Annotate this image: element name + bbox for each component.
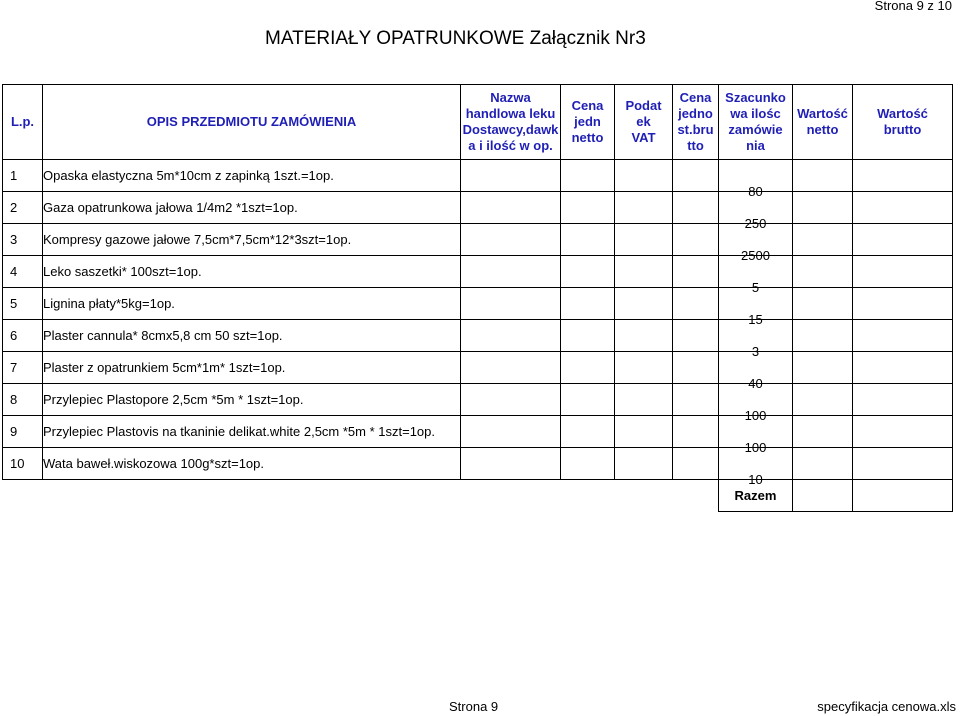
row-trade-name bbox=[461, 320, 561, 352]
table-row bbox=[3, 448, 953, 480]
row-vat bbox=[615, 160, 673, 192]
total-value-net bbox=[793, 480, 853, 512]
row-value-gross bbox=[853, 224, 953, 256]
row-qty: 250 bbox=[719, 192, 793, 224]
row-qty: 80 bbox=[719, 160, 793, 192]
row-description: Gaza opatrunkowa jałowa 1/4m2 *1szt=1op. bbox=[43, 192, 461, 224]
row-trade-name bbox=[461, 256, 561, 288]
row-description: Wata baweł.wiskozowa 100g*szt=1op. bbox=[43, 448, 461, 480]
row-unit-price-net bbox=[561, 416, 615, 448]
table-row bbox=[3, 192, 953, 224]
row-value-gross bbox=[853, 160, 953, 192]
row-value-net bbox=[793, 416, 853, 448]
row-unit-price-gross bbox=[673, 224, 719, 256]
row-value-gross bbox=[853, 288, 953, 320]
total-spacer bbox=[673, 480, 719, 512]
row-unit-price-gross bbox=[673, 448, 719, 480]
row-lp: 2 bbox=[3, 192, 43, 224]
row-description: Przylepiec Plastopore 2,5cm *5m * 1szt=1op. bbox=[43, 384, 461, 416]
col-header-unit-price-net: Cena jedn netto bbox=[561, 85, 615, 160]
row-unit-price-net bbox=[561, 288, 615, 320]
row-value-net bbox=[793, 288, 853, 320]
row-description: Przylepiec Plastovis na tkaninie delikat.white 2,5cm *5m * 1szt=1op. bbox=[43, 416, 461, 448]
row-trade-name bbox=[461, 288, 561, 320]
row-unit-price-gross bbox=[673, 192, 719, 224]
col-header-unit-price-gross: Cena jedno st.bru tto bbox=[673, 85, 719, 160]
row-value-net bbox=[793, 256, 853, 288]
row-value-gross bbox=[853, 192, 953, 224]
row-lp: 9 bbox=[3, 416, 43, 448]
row-unit-price-gross bbox=[673, 256, 719, 288]
row-vat bbox=[615, 352, 673, 384]
row-unit-price-gross bbox=[673, 352, 719, 384]
row-unit-price-gross bbox=[673, 160, 719, 192]
col-header-vat: Podat ek VAT bbox=[615, 85, 673, 160]
row-trade-name bbox=[461, 416, 561, 448]
row-value-net bbox=[793, 384, 853, 416]
row-lp: 3 bbox=[3, 224, 43, 256]
row-vat bbox=[615, 416, 673, 448]
total-label: Razem bbox=[719, 480, 793, 512]
row-value-net bbox=[793, 352, 853, 384]
row-qty: 100 bbox=[719, 384, 793, 416]
row-unit-price-net bbox=[561, 160, 615, 192]
row-vat bbox=[615, 288, 673, 320]
row-trade-name bbox=[461, 192, 561, 224]
row-lp: 10 bbox=[3, 448, 43, 480]
row-unit-price-net bbox=[561, 192, 615, 224]
table-row bbox=[3, 160, 953, 192]
row-unit-price-gross bbox=[673, 416, 719, 448]
row-lp: 8 bbox=[3, 384, 43, 416]
row-lp: 4 bbox=[3, 256, 43, 288]
table-row bbox=[3, 224, 953, 256]
row-unit-price-net bbox=[561, 352, 615, 384]
col-header-value-gross: Wartość brutto bbox=[853, 85, 953, 160]
row-unit-price-net bbox=[561, 256, 615, 288]
row-trade-name bbox=[461, 384, 561, 416]
table-row bbox=[3, 256, 953, 288]
row-unit-price-gross bbox=[673, 288, 719, 320]
row-description: Kompresy gazowe jałowe 7,5cm*7,5cm*12*3szt=1op. bbox=[43, 224, 461, 256]
header-row bbox=[3, 85, 953, 160]
footer-page: Strona 9 bbox=[449, 699, 499, 714]
row-description: Plaster z opatrunkiem 5cm*1m* 1szt=1op. bbox=[43, 352, 461, 384]
row-trade-name bbox=[461, 160, 561, 192]
row-value-net bbox=[793, 224, 853, 256]
row-qty: 40 bbox=[719, 352, 793, 384]
table-row bbox=[3, 320, 953, 352]
row-unit-price-gross bbox=[673, 384, 719, 416]
row-value-gross bbox=[853, 448, 953, 480]
document-title: MATERIAŁY OPATRUNKOWE Załącznik Nr3 bbox=[265, 28, 646, 49]
row-value-net bbox=[793, 320, 853, 352]
row-description: Leko saszetki* 100szt=1op. bbox=[43, 256, 461, 288]
row-value-gross bbox=[853, 256, 953, 288]
row-value-net bbox=[793, 448, 853, 480]
total-value-gross bbox=[853, 480, 953, 512]
row-value-net bbox=[793, 160, 853, 192]
row-lp: 7 bbox=[3, 352, 43, 384]
col-header-estimated-qty: Szacunko wa ilośc zamówie nia bbox=[719, 85, 793, 160]
table-row bbox=[3, 384, 953, 416]
row-unit-price-gross bbox=[673, 320, 719, 352]
row-trade-name bbox=[461, 224, 561, 256]
row-value-gross bbox=[853, 416, 953, 448]
col-header-lp: L.p. bbox=[3, 85, 43, 160]
col-header-trade-name: Nazwa handlowa leku Dostawcy,dawk a i ilość w op. bbox=[461, 85, 561, 160]
total-row bbox=[3, 480, 953, 512]
footer-file: specyfikacja cenowa.xls bbox=[817, 699, 956, 714]
row-unit-price-net bbox=[561, 448, 615, 480]
table-row bbox=[3, 416, 953, 448]
row-description: Opaska elastyczna 5m*10cm z zapinką 1szt.=1op. bbox=[43, 160, 461, 192]
row-qty: 15 bbox=[719, 288, 793, 320]
page-indicator: Strona 9 z 10 bbox=[874, 0, 952, 13]
row-unit-price-net bbox=[561, 384, 615, 416]
row-lp: 6 bbox=[3, 320, 43, 352]
col-header-description: OPIS PRZEDMIOTU ZAMÓWIENIA bbox=[43, 85, 461, 160]
total-spacer bbox=[3, 480, 673, 512]
row-trade-name bbox=[461, 352, 561, 384]
row-description: Plaster cannula* 8cmx5,8 cm 50 szt=1op. bbox=[43, 320, 461, 352]
row-unit-price-net bbox=[561, 320, 615, 352]
row-description: Lignina płaty*5kg=1op. bbox=[43, 288, 461, 320]
row-value-gross bbox=[853, 352, 953, 384]
row-vat bbox=[615, 256, 673, 288]
row-value-gross bbox=[853, 384, 953, 416]
row-lp: 5 bbox=[3, 288, 43, 320]
row-qty: 2500 bbox=[719, 224, 793, 256]
row-unit-price-net bbox=[561, 224, 615, 256]
row-trade-name bbox=[461, 448, 561, 480]
row-value-net bbox=[793, 192, 853, 224]
specification-table bbox=[2, 84, 953, 512]
row-qty: 5 bbox=[719, 256, 793, 288]
row-qty: 3 bbox=[719, 320, 793, 352]
row-vat bbox=[615, 320, 673, 352]
row-qty: 10 bbox=[719, 448, 793, 480]
table-row bbox=[3, 288, 953, 320]
row-vat bbox=[615, 448, 673, 480]
row-vat bbox=[615, 224, 673, 256]
row-qty: 100 bbox=[719, 416, 793, 448]
row-lp: 1 bbox=[3, 160, 43, 192]
row-value-gross bbox=[853, 320, 953, 352]
row-vat bbox=[615, 192, 673, 224]
row-vat bbox=[615, 384, 673, 416]
table-row bbox=[3, 352, 953, 384]
col-header-value-net: Wartość netto bbox=[793, 85, 853, 160]
